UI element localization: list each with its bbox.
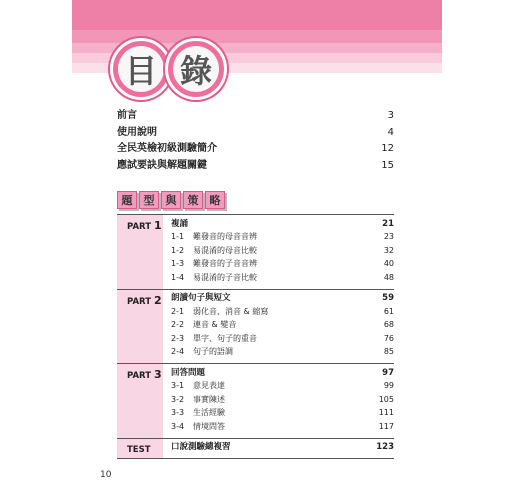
toc-entry[interactable] <box>117 141 394 158</box>
toc-entry-index: 3-1 <box>171 381 185 391</box>
toc-entry[interactable] <box>171 420 394 434</box>
part-label <box>117 439 163 459</box>
toc-part-heading[interactable] <box>171 217 394 231</box>
toc-entry[interactable] <box>117 158 394 175</box>
toc-entry-index: 1-1 <box>171 232 185 242</box>
part-body <box>163 290 394 364</box>
toc-entry[interactable] <box>171 244 394 258</box>
toc-entry-index: 2-2 <box>171 320 185 330</box>
page-number: 10 <box>100 470 112 480</box>
part-body <box>163 215 394 289</box>
toc-entry-title: 口說測驗總複習 <box>171 442 231 453</box>
toc-entry-title: 意見表達 <box>193 381 225 391</box>
toc-part <box>117 363 394 438</box>
section-label-char: 型 <box>139 191 159 209</box>
toc-entry-page: 99 <box>383 381 394 391</box>
toc-entry-page: 59 <box>382 293 394 304</box>
toc-entry-title: 複誦 <box>171 218 189 229</box>
toc-entry-title: 前言 <box>117 110 137 121</box>
toc-entry-index: 2-4 <box>171 347 185 357</box>
toc-bottom-rule <box>117 458 394 459</box>
toc-entry[interactable] <box>171 271 394 285</box>
toc-entry-page: 68 <box>383 320 394 330</box>
toc-entry-page: 15 <box>381 159 394 171</box>
toc-entry[interactable] <box>171 393 394 407</box>
toc-entry-title: 回答問題 <box>171 367 206 378</box>
toc-entry-index: 3-2 <box>171 394 185 404</box>
toc-entry-page: 123 <box>376 442 394 453</box>
toc-entry[interactable] <box>171 346 394 360</box>
toc-entry[interactable] <box>117 108 394 125</box>
toc-part-heading[interactable] <box>171 441 394 455</box>
toc-entry-index: 1-4 <box>171 272 185 282</box>
title-circle <box>110 38 172 100</box>
toc-entry-index: 2-3 <box>171 333 185 343</box>
toc-entry-title: 應試要訣與解題關鍵 <box>117 159 207 171</box>
section-label-char: 略 <box>205 191 225 209</box>
toc-entry-page: 12 <box>381 143 394 154</box>
toc-entry-title: 句子的語調 <box>193 347 233 357</box>
toc-entry[interactable] <box>171 407 394 421</box>
toc-entry[interactable] <box>171 305 394 319</box>
title-char: 錄 <box>173 46 219 92</box>
toc-part-heading[interactable] <box>171 292 394 306</box>
toc-entry[interactable] <box>117 125 394 142</box>
part-label-number: 3 <box>153 368 162 381</box>
toc-entry-index: 2-1 <box>171 306 185 316</box>
toc-entry-page: 21 <box>382 218 394 229</box>
toc-entry-page: 117 <box>378 421 394 431</box>
toc-entry-index: 1-3 <box>171 259 185 269</box>
toc-entry-page: 85 <box>383 347 394 357</box>
toc-entry-title: 易混淆的母音比較 <box>193 245 257 255</box>
toc-entry-page: 23 <box>383 232 394 242</box>
title-char: 目 <box>118 46 164 92</box>
toc-entry-page: 105 <box>378 394 394 404</box>
toc-entry[interactable] <box>171 258 394 272</box>
title-circle <box>165 38 227 100</box>
toc-entry-title: 事實陳述 <box>193 394 225 404</box>
part-label <box>117 215 163 289</box>
toc-entry-title: 弱化音、消音 & 縮寫 <box>193 306 269 316</box>
toc-entry-page: 97 <box>382 367 394 378</box>
part-label-text: TEST <box>127 444 151 455</box>
header-stripe <box>72 0 442 30</box>
toc-entry-page: 3 <box>387 110 394 121</box>
toc-entry-page: 40 <box>383 259 394 269</box>
section-label-char: 與 <box>161 191 181 209</box>
toc-entry[interactable] <box>171 231 394 245</box>
section-label-char: 題 <box>117 191 137 209</box>
toc-entry-title: 連音 & 變音 <box>193 320 237 330</box>
part-label <box>117 290 163 364</box>
part-label-text: PART <box>127 222 151 232</box>
toc-part-heading[interactable] <box>171 366 394 380</box>
toc-entry-index: 1-2 <box>171 245 185 255</box>
section-label <box>117 191 225 209</box>
part-body <box>163 364 394 438</box>
toc-entry-title: 全民英檢初級測驗簡介 <box>117 143 217 154</box>
toc-table <box>117 214 394 459</box>
section-label-char: 策 <box>183 191 203 209</box>
toc-entry[interactable] <box>171 319 394 333</box>
toc-entry-page: 32 <box>383 245 394 255</box>
part-label <box>117 364 163 438</box>
toc-entry[interactable] <box>171 332 394 346</box>
toc-entry-title: 使用說明 <box>117 126 157 138</box>
toc-part <box>117 289 394 364</box>
part-body <box>163 439 394 459</box>
toc-entry-page: 48 <box>383 272 394 282</box>
toc-entry-index: 3-3 <box>171 408 185 418</box>
toc-entry[interactable] <box>171 380 394 394</box>
toc-entry-page: 111 <box>378 408 394 418</box>
toc-entry-page: 61 <box>383 306 394 316</box>
toc-entry-title: 難發音的母音音辨 <box>193 232 257 242</box>
part-label-number: 2 <box>153 293 162 307</box>
toc-entry-title: 情境問答 <box>193 421 225 431</box>
toc-entry-title: 朗讀句子與短文 <box>171 293 231 304</box>
toc-entry-title: 單字、句子的重音 <box>193 333 257 343</box>
toc-entry-page: 4 <box>387 126 394 138</box>
toc-entry-title: 難發音的子音音辨 <box>193 259 257 269</box>
part-label-text: PART <box>127 371 151 381</box>
part-label-number: 1 <box>153 219 162 232</box>
part-label-text: PART <box>127 296 151 307</box>
toc-part <box>117 214 394 289</box>
toc-entry-title: 生活經驗 <box>193 408 225 418</box>
toc-entry-title: 易混淆的子音比較 <box>193 272 257 282</box>
toc-entry-index: 3-4 <box>171 421 185 431</box>
intro-list <box>117 108 394 174</box>
toc-entry-page: 76 <box>383 333 394 343</box>
toc-part <box>117 438 394 459</box>
